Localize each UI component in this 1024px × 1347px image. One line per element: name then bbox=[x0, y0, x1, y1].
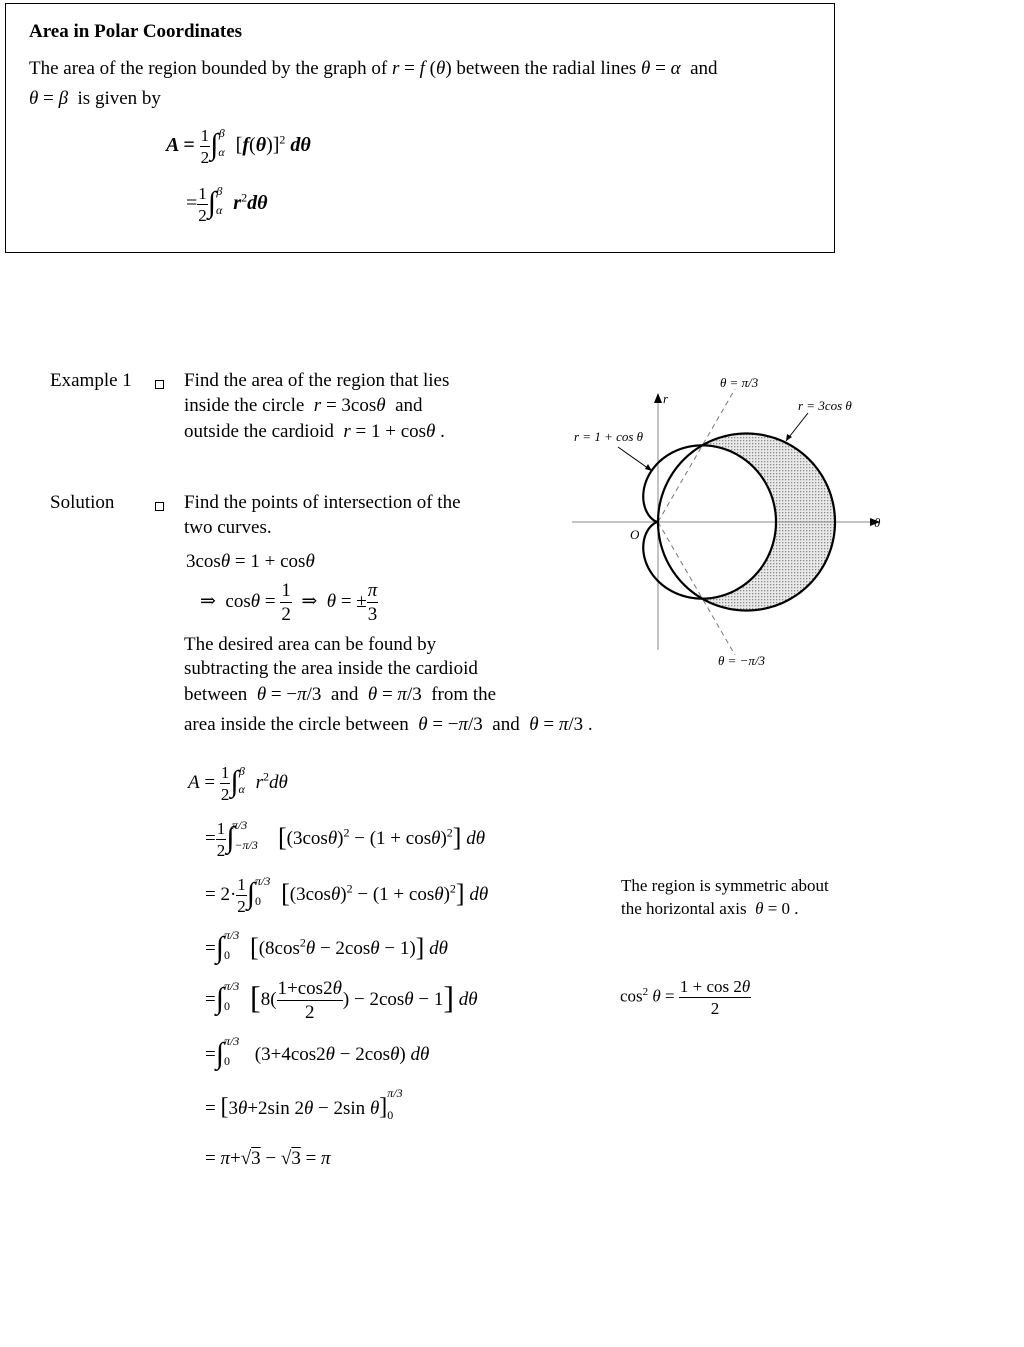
label-theta-bottom: θ = −π/3 bbox=[718, 653, 766, 668]
solution-para-4: area inside the circle between θ = −π/3 and θ = π/3 . bbox=[184, 714, 593, 735]
r-axis-arrow bbox=[654, 393, 662, 403]
label-axis-r: r bbox=[663, 391, 669, 406]
radial-line-bottom bbox=[658, 522, 735, 655]
derivation-step-4: $=\int_0^{\pi/3}$ $[(8\cos^2\theta - 2\cos\theta - 1)]$ dθ bbox=[205, 927, 448, 964]
derivation-step-1: A = $\frac{1}{2}$ $\int_\alpha^\beta$ $r^2d\theta$ bbox=[188, 763, 288, 805]
example-line-3: outside the cardioid r = 1 + cosθ . bbox=[184, 421, 445, 442]
derivation-step-8: = π+√3 − √3 = π bbox=[205, 1148, 331, 1169]
label-theta-top: θ = π/3 bbox=[720, 375, 759, 390]
polar-figure bbox=[560, 365, 900, 675]
derivation-step-6: $=\int_0^{\pi/3}$ (3+4cos2θ − 2cosθ) dθ bbox=[205, 1033, 430, 1070]
note-symmetry-2: the horizontal axis θ = 0 . bbox=[621, 899, 799, 918]
label-cardioid: r = 1 + cos θ bbox=[574, 429, 644, 444]
example-line-2: inside the circle r = 3cosθ and bbox=[184, 395, 423, 416]
note-identity: $\cos^2 \theta$ = $\frac{1 + \cos 2\theta}{2}$ bbox=[620, 977, 751, 1018]
derivation-step-5: $=\int_0^{\pi/3}$ [8( $\frac{1+\cos 2\theta}{2}$ ) − 2cosθ − 1] dθ bbox=[205, 978, 478, 1024]
solution-line-1: Find the points of intersection of the bbox=[184, 492, 461, 513]
solution-eq-2: ⇒ cosθ = $\frac{1}{2}$ ⇒ θ = ± $\frac{\pi}{3}$ bbox=[200, 580, 378, 625]
derivation-step-2: = $\frac{1}{2}$ $\int_{-\pi/3}^{\pi/3}$ $[(3\cos\theta)^2 - (1 + \cos\theta)^2]$ dθ bbox=[205, 817, 486, 861]
derivation-step-3: = 2· $\frac{1}{2}$ $\int_0^{\pi/3}$ $[(3\cos\theta)^2 - (1 + \cos\theta)^2]$ dθ bbox=[205, 873, 489, 917]
solution-eq-1: 3cosθ = 1 + cosθ bbox=[186, 551, 315, 572]
solution-para-2: subtracting the area inside the cardioid bbox=[184, 658, 478, 679]
label-origin: O bbox=[630, 527, 640, 542]
solution-para-3: between θ = −π/3 and θ = π/3 from the bbox=[184, 684, 497, 705]
solution-label: Solution bbox=[50, 492, 115, 513]
solution-para-1: The desired area can be found by bbox=[184, 634, 437, 655]
solution-line-2: two curves. bbox=[184, 517, 272, 538]
box-formula-1: A = $\frac{1}{2}$ $\int_\alpha^\beta$ $[f(\theta)]^2$ dθ bbox=[166, 125, 311, 167]
derivation-step-7: = [3θ+2sin 2θ − 2sin $\theta]_0^{\pi/3}$ bbox=[205, 1085, 403, 1122]
label-circle: r = 3cos θ bbox=[798, 398, 852, 413]
solution-bullet bbox=[155, 495, 164, 517]
box-line-2: θ = β is given by bbox=[29, 88, 161, 109]
label-axis-theta: θ bbox=[874, 515, 881, 530]
example-label: Example 1 bbox=[50, 370, 132, 391]
box-title: Area in Polar Coordinates bbox=[29, 21, 243, 42]
box-formula-2: = $\frac{1}{2}$ $\int_\alpha^\beta$ $r^2d\theta$ bbox=[186, 183, 268, 225]
box-line-1: The area of the region bounded by the graph of r = f (θ) between the radial lines θ = α and bbox=[29, 58, 718, 79]
cardioid-pointer-head bbox=[645, 464, 652, 471]
radial-line-top bbox=[658, 389, 735, 522]
example-line-1: Find the area of the region that lies bbox=[184, 370, 450, 391]
note-symmetry-1: The region is symmetric about bbox=[621, 876, 829, 895]
example-bullet bbox=[155, 373, 164, 395]
